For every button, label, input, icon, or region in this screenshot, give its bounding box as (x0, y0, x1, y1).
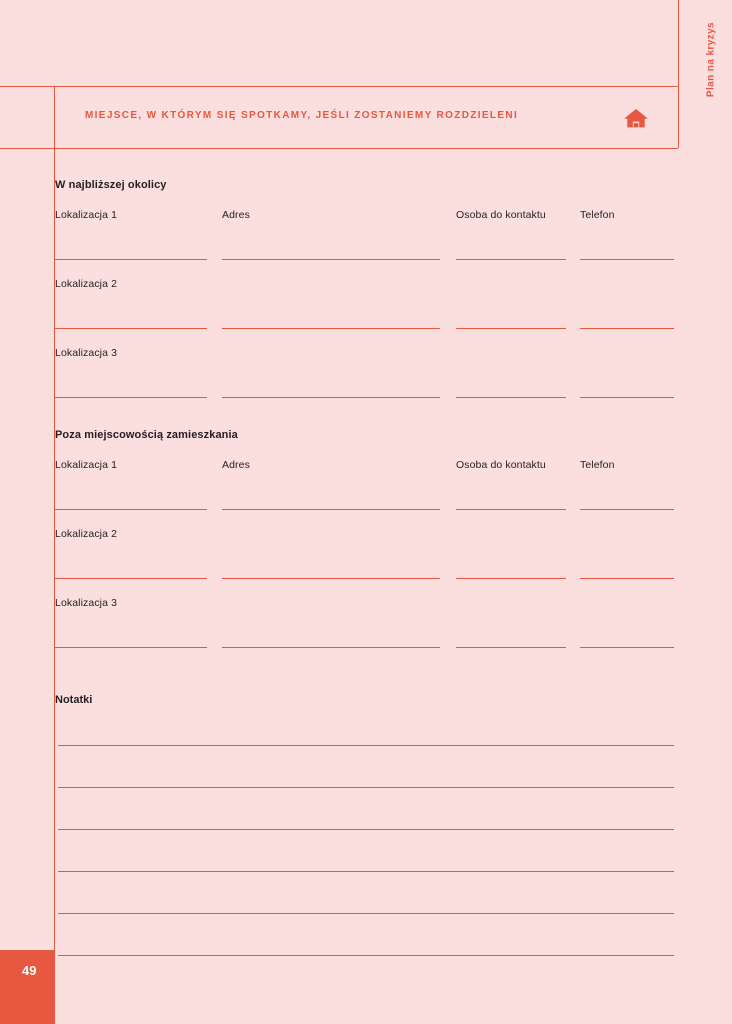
input-line-far-location-3-contact[interactable] (456, 647, 566, 648)
section-title-nearby: W najbliższej okolicy (55, 179, 167, 191)
input-line-location-3-contact[interactable] (456, 397, 566, 398)
side-tab (700, 22, 722, 162)
form-content (0, 148, 678, 1024)
input-line-location-1-contact[interactable] (456, 259, 566, 260)
input-line-location-2-phone[interactable] (580, 328, 674, 329)
column-header-phone: Telefon (580, 209, 615, 221)
column-header-contact-person-2: Osoba do kontaktu (456, 459, 546, 471)
input-line-location-1-address[interactable] (222, 259, 440, 260)
input-line-far-location-2-phone[interactable] (580, 578, 674, 579)
input-line-far-location-1-address[interactable] (222, 509, 440, 510)
row-label-location-2: Lokalizacja 2 (55, 278, 118, 290)
page-number: 49 (22, 963, 37, 978)
row-label-location-3: Lokalizacja 3 (55, 347, 118, 359)
column-header-location-2: Lokalizacja 1 (55, 459, 118, 471)
column-header-location: Lokalizacja 1 (55, 209, 118, 221)
column-header-address: Adres (222, 209, 250, 221)
input-line-location-3-address[interactable] (222, 397, 440, 398)
input-line-location-3-name[interactable] (55, 397, 207, 398)
input-line-location-2-name[interactable] (55, 328, 207, 329)
notes-title: Notatki (55, 694, 93, 706)
input-line-far-location-1-contact[interactable] (456, 509, 566, 510)
input-line-far-location-1-name[interactable] (55, 509, 207, 510)
header-rule-top (0, 86, 678, 87)
input-line-location-2-contact[interactable] (456, 328, 566, 329)
input-line-far-location-2-name[interactable] (55, 578, 207, 579)
column-header-phone-2: Telefon (580, 459, 615, 471)
page-title: MIEJSCE, W KTÓRYM SIĘ SPOTKAMY, JEŚLI ZOSTANIEMY ROZDZIELENI (85, 110, 519, 121)
side-tab-divider (678, 0, 679, 148)
input-line-far-location-1-phone[interactable] (580, 509, 674, 510)
notes-line-6[interactable] (58, 955, 674, 956)
input-line-far-location-3-address[interactable] (222, 647, 440, 648)
input-line-far-location-2-contact[interactable] (456, 578, 566, 579)
side-tab-label: Plan na kryzys (705, 22, 717, 98)
notes-line-4[interactable] (58, 871, 674, 872)
home-icon (622, 104, 650, 132)
input-line-far-location-3-phone[interactable] (580, 647, 674, 648)
row-label-far-location-2: Lokalizacja 2 (55, 528, 118, 540)
input-line-location-2-address[interactable] (222, 328, 440, 329)
section-title-outside: Poza miejscowością zamieszkania (55, 429, 238, 441)
input-line-far-location-2-address[interactable] (222, 578, 440, 579)
notes-line-3[interactable] (58, 829, 674, 830)
input-line-location-1-phone[interactable] (580, 259, 674, 260)
column-header-contact-person: Osoba do kontaktu (456, 209, 546, 221)
notes-line-2[interactable] (58, 787, 674, 788)
notes-line-5[interactable] (58, 913, 674, 914)
input-line-far-location-3-name[interactable] (55, 647, 207, 648)
column-header-address-2: Adres (222, 459, 250, 471)
notes-line-1[interactable] (58, 745, 674, 746)
footer-page-block (0, 950, 54, 1024)
row-label-far-location-3: Lokalizacja 3 (55, 597, 118, 609)
input-line-location-1-name[interactable] (55, 259, 207, 260)
input-line-location-3-phone[interactable] (580, 397, 674, 398)
